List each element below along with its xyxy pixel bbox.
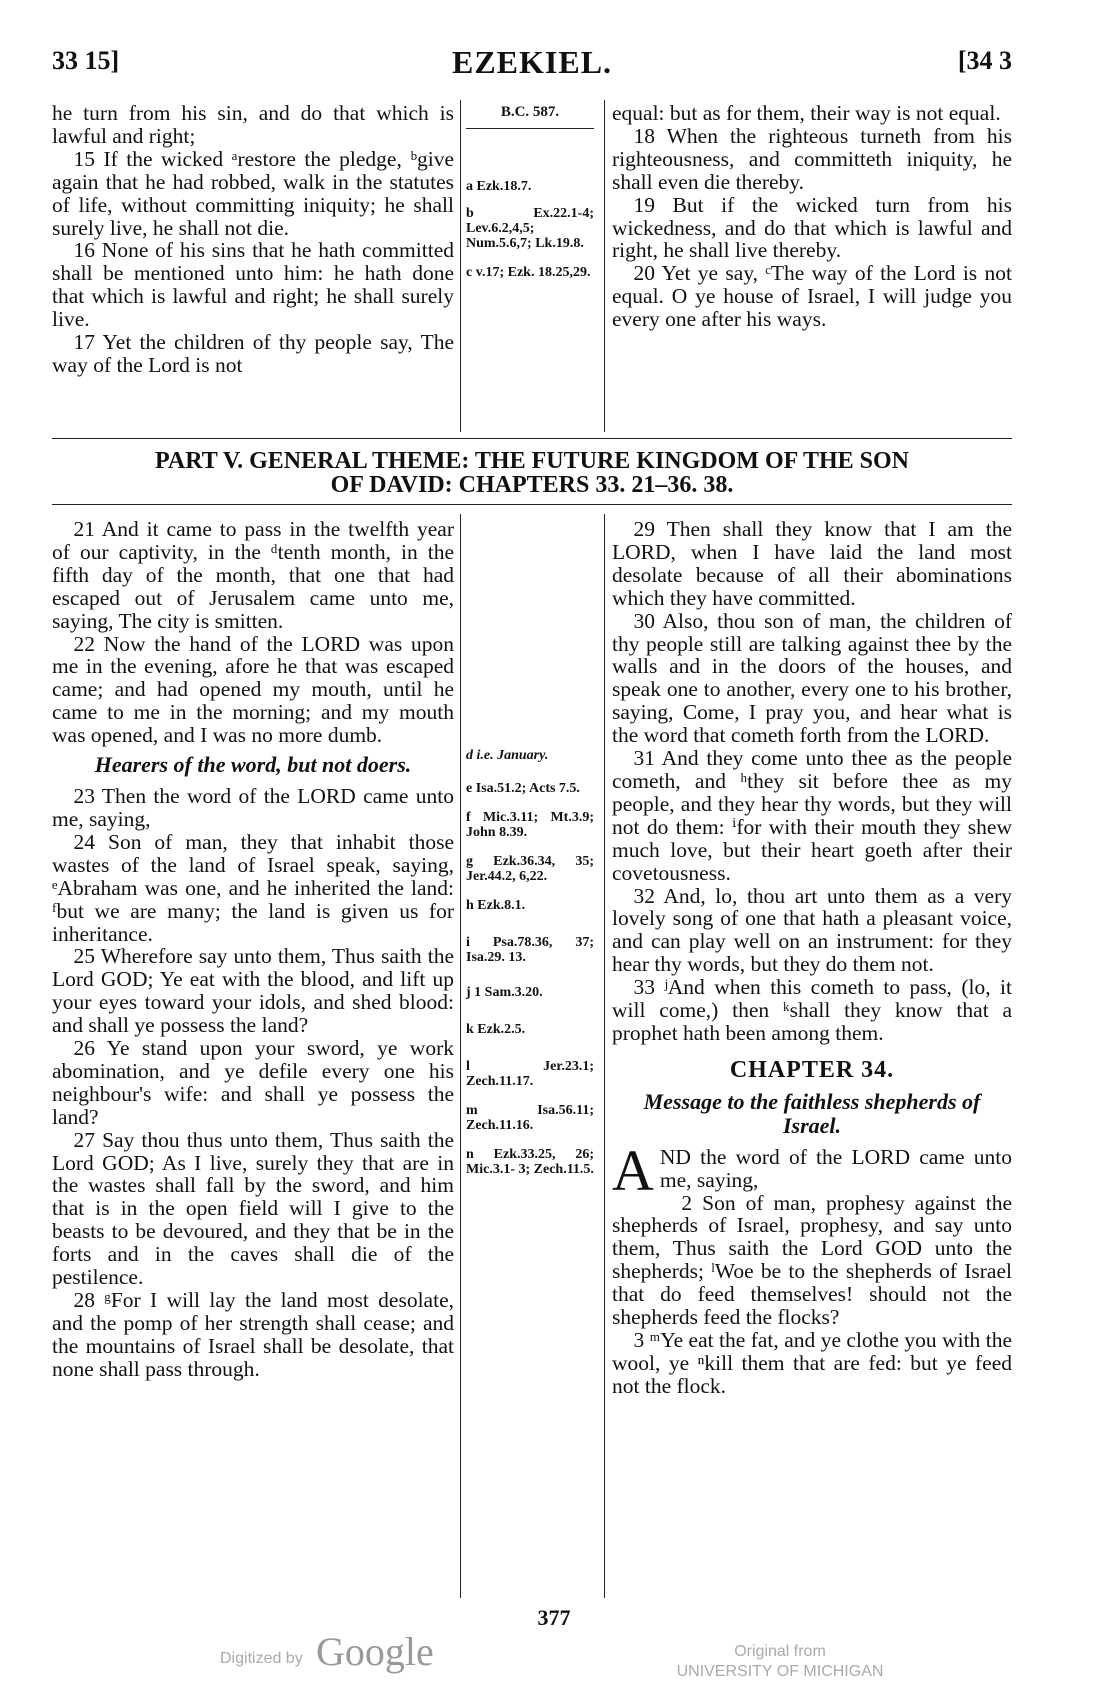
column-divider [460, 514, 461, 1598]
cross-ref: a Ezk.18.7. [466, 179, 532, 194]
verse-text: 33 ʲAnd when this cometh to pass, (lo, it will come,) then ᵏshall they know that a prophet hath been among them. [612, 975, 1012, 1045]
top-right-column [612, 102, 1012, 331]
source-attribution [660, 1642, 900, 1682]
verse-text: 3 ᵐYe eat the fat, and ye clothe you with the wool, ye ⁿkill them that are fed: but ye feed not the flock. [612, 1328, 1012, 1398]
cross-ref: e Isa.51.2; Acts 7.5. [466, 781, 580, 796]
chapter-opening [612, 1137, 1012, 1203]
original-from-text: Original from [734, 1643, 826, 1660]
verse-text: 31 And they come unto thee as the people cometh, and ʰthey sit before thee as my people, and they hear thy words, but they will not do them: ⁱfor with their mouth they shew much love, but their heart goeth after their covetousness. [612, 746, 1012, 885]
page-number: 377 [537, 1605, 571, 1630]
running-header [52, 46, 1012, 86]
verse-text: 20 Yet ye say, ᶜThe way of the Lord is not equal. O ye house of Israel, I will judge you every one after his ways. [612, 261, 1012, 332]
verse-text: 24 Son of man, they that inhabit those wastes of the land of Israel speak, saying, ᵉAbraham was one, and he inherited the land: ᶠbut we are many; the land is given us for inheritance. [52, 829, 454, 946]
cross-ref: j 1 Sam.3.20. [466, 985, 543, 1000]
verse-text: 22 Now the hand of the LORD was upon me in the evening, afore he that was escaped came; and had opened my mouth, until he came to me in the morning; and my mouth was opened, and I was no more dumb. [52, 631, 454, 748]
verse-text: 23 Then the word of the LORD came unto me, saying, [52, 784, 454, 831]
bottom-margin-refs [466, 748, 594, 1185]
verse-text: 29 Then shall they know that I am the LORD, when I have laid the land most desolate because of all their abominations which they have committed. [612, 517, 1012, 610]
verse-text: 18 When the righteous turneth from his righteousness, and committeth iniquity, he shall even die thereby. [612, 123, 1012, 194]
verse-text: 25 Wherefore say unto them, Thus saith the Lord GOD; Ye eat with the blood, and lift up your eyes toward your idols, and shed blood: and shall ye possess the land? [52, 944, 454, 1038]
section-subheading: Hearers of the word, but not doers. [94, 752, 412, 778]
university-text: UNIVERSITY OF MICHIGAN [676, 1663, 884, 1680]
chapter-subheading: Message to the faithless shepherds of Israel. [643, 1088, 981, 1138]
verse-text: 27 Say thou thus unto them, Thus saith the Lord GOD; As I live, surely they that are in the wastes shall fall by the sword, and him that is in the open field will I give to the beasts to be devoured, and they that be in the forts and in the caves shall die of the pestilence. [52, 1127, 454, 1290]
verse-text: 19 But if the wicked turn from his wickedness, and do that which is lawful and right, he shall live thereby. [612, 192, 1012, 263]
cross-ref: h Ezk.8.1. [466, 898, 526, 913]
header-left-ref: 33 15] [52, 46, 120, 75]
cross-ref: i Psa.78.36, 37; Isa.29. 13. [466, 935, 594, 965]
verse-text: 17 Yet the children of thy people say, The way of the Lord is not [52, 330, 454, 377]
verse-text: 28 ᵍFor I will lay the land most desolate, and the pomp of her strength shall cease; and the mountains of Israel shall be desolate, that none shall pass through. [52, 1288, 454, 1381]
chapter-title: CHAPTER 34. [729, 1056, 895, 1083]
verse-text: 16 None of his sins that he hath committed shall be mentioned unto him: he hath done that which is lawful and right; he shall surely live. [52, 238, 454, 332]
verse-text: 30 Also, thou son of man, the children of thy people still are talking against thee by the walls and in the doors of the houses, and speak one to another, every one to his brother, saying, Come, I pray you, and hear what is the word that cometh forth from the LORD. [612, 608, 1012, 748]
column-divider [604, 514, 605, 1598]
verse-text: equal: but as for them, their way is not equal. [612, 101, 1001, 125]
verse-text: 2 Son of man, prophesy against the shepherds of Israel, prophesy, and say unto them, Thus saith the Lord GOD unto the shepherds; ˡWoe be to the shepherds of Israel that do feed themselves! should not the shepherds feed the flocks? [612, 1190, 1012, 1330]
section-rule [52, 438, 1012, 439]
header-right-ref: [34 3 [957, 46, 1012, 75]
part-heading-line: PART V. GENERAL THEME: THE FUTURE KINGDOM OF THE SON [155, 448, 909, 474]
verse-text: 32 And, lo, thou art unto them as a very lovely song of one that hath a pleasant voice, and can play well on an instrument: for they hear thy words, but they do them not. [612, 883, 1012, 977]
column-divider [604, 100, 605, 432]
cross-ref: c v.17; Ezk. 18.25,29. [466, 265, 591, 280]
cross-ref: g Ezk.36.34, 35; Jer.44.2, 6,22. [466, 854, 594, 884]
top-left-column [52, 102, 454, 377]
drop-cap: A [612, 1137, 654, 1203]
cross-ref: k Ezk.2.5. [466, 1022, 526, 1037]
bottom-right-column [612, 518, 1012, 1398]
google-logo: Google [316, 1629, 434, 1674]
date-bc: B.C. 587. [466, 104, 594, 129]
verse-text: 26 Ye stand upon your sword, ye work abomination, and ye defile every one his neighbour's wife: and shall ye possess the land? [52, 1036, 454, 1129]
part-heading-line: OF DAVID: CHAPTERS 33. 21–36. 38. [330, 472, 734, 498]
verse-text: he turn from his sin, and do that which is lawful and right; [52, 101, 454, 148]
column-divider [460, 100, 461, 432]
cross-ref: d i.e. January. [466, 748, 549, 763]
cross-ref: f Mic.3.11; Mt.3.9; John 8.39. [466, 810, 594, 840]
verse-text: 21 And it came to pass in the twelfth year of our captivity, in the ᵈtenth month, in the fifth day of the month, that one that had escaped out of Jerusalem came unto me, saying, The city is smitten. [52, 517, 454, 633]
part-heading [52, 449, 1012, 497]
cross-ref: n Ezk.33.25, 26; Mic.3.1- 3; Zech.11.5. [466, 1147, 594, 1177]
digitized-by-text: Digitized by [220, 1650, 303, 1667]
verse-text: ND the word of the LORD came unto me, saying, [659, 1144, 1012, 1192]
book-title: EZEKIEL. [451, 44, 613, 80]
cross-ref: m Isa.56.11; Zech.11.16. [466, 1103, 594, 1133]
section-rule [52, 504, 1012, 505]
top-margin-refs [466, 102, 594, 288]
bottom-left-column [52, 518, 454, 1381]
cross-ref: b Ex.22.1-4; Lev.6.2,4,5; Num.5.6,7; Lk.19.8. [466, 206, 594, 251]
verse-text: 15 If the wicked ᵃrestore the pledge, ᵇgive again that he had robbed, walk in the statutes of life, without committing iniquity; he shall surely live, he shall not die. [52, 146, 454, 240]
cross-ref: l Jer.23.1; Zech.11.17. [466, 1059, 594, 1089]
